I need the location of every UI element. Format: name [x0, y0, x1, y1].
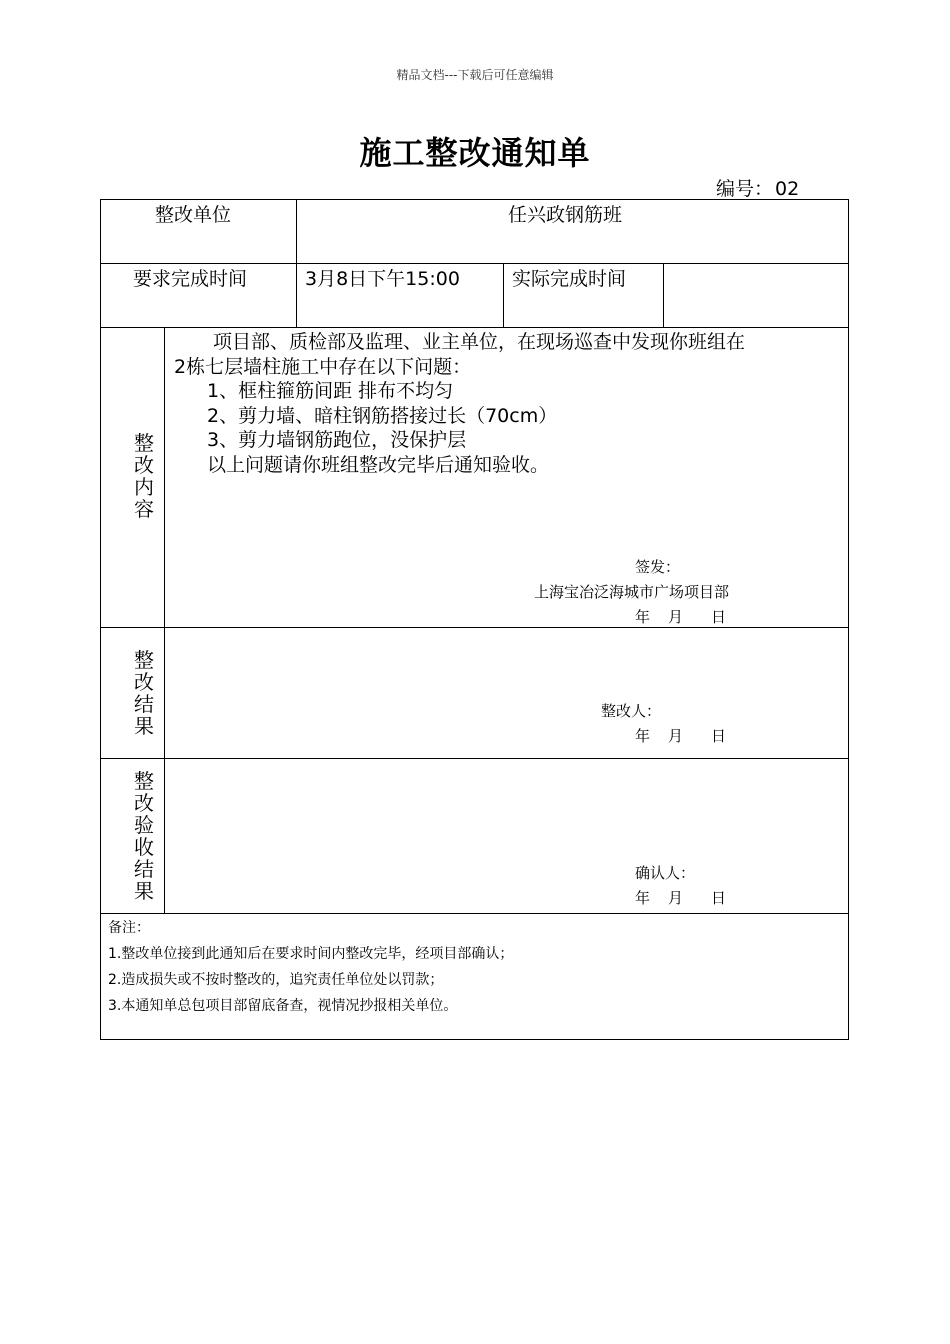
unit-value[interactable]: 任兴政钢筋班: [508, 204, 623, 226]
remarks-item: 2.造成损失或不按时整改的，追究责任单位处以罚款；: [108, 972, 444, 988]
column-divider: [164, 327, 165, 913]
result-date: [635, 725, 726, 746]
content-text[interactable]: [174, 330, 745, 477]
column-divider: [503, 263, 504, 327]
content-line: 以上问题请你班组整改完毕后通知验收。: [207, 453, 550, 476]
result-label: 整改结果: [134, 648, 154, 738]
acceptance-label: 整改验收结果: [134, 769, 154, 903]
deadline-value[interactable]: 3月8日下午15:00: [305, 268, 460, 290]
content-label: 整改内容: [134, 431, 154, 521]
date-year: 年: [635, 727, 651, 745]
confirmer-label: 确认人：: [635, 864, 696, 882]
date-month: 月: [668, 608, 684, 626]
content-line: 2、剪力墙、暗柱钢筋搭接过长（70cm）: [207, 404, 558, 427]
signer-label: 签发：: [635, 558, 681, 576]
issuing-org: 上海宝冶泛海城市广场项目部: [534, 583, 730, 601]
content-line: 1、框柱箍筋间距 排布不均匀: [207, 380, 454, 402]
remarks-item: 1.整改单位接到此通知后在要求时间内整改完毕，经项目部确认；: [108, 946, 514, 962]
content-date: [635, 606, 726, 627]
row-divider: [100, 758, 849, 759]
header-note: 精品文档---下载后可任意编辑: [396, 68, 554, 82]
date-month: 月: [668, 727, 684, 745]
row-divider: [100, 327, 849, 328]
content-line: 3、剪力墙钢筋跑位，没保护层: [207, 429, 467, 451]
document-title: 施工整改通知单: [359, 134, 591, 172]
row-divider: [100, 913, 849, 914]
actual-time-label: 实际完成时间: [512, 268, 627, 290]
rectifier-label: 整改人：: [601, 702, 662, 720]
date-day: 日: [711, 608, 727, 626]
remarks-title: 备注：: [108, 920, 150, 936]
deadline-label: 要求完成时间: [133, 268, 248, 290]
acceptance-date: [635, 887, 726, 908]
column-divider: [296, 199, 297, 327]
content-line: 2栋七层墙柱施工中存在以下问题：: [174, 355, 472, 378]
remarks-item: 3.本通知单总包项目部留底备查，视情况抄报相关单位。: [108, 998, 458, 1014]
content-line: 项目部、质检部及监理、业主单位，在现场巡查中发现你班组在: [213, 331, 746, 353]
row-divider: [100, 627, 849, 628]
serial-label: 编号：: [716, 178, 774, 200]
date-day: 日: [711, 889, 727, 907]
remarks: [108, 915, 513, 1019]
date-year: 年: [635, 889, 651, 907]
serial-number: [714, 174, 799, 201]
date-month: 月: [668, 889, 684, 907]
date-year: 年: [635, 608, 651, 626]
column-divider: [663, 263, 664, 327]
unit-label: 整改单位: [155, 204, 232, 226]
serial-value: 02: [775, 178, 800, 200]
date-day: 日: [711, 727, 727, 745]
